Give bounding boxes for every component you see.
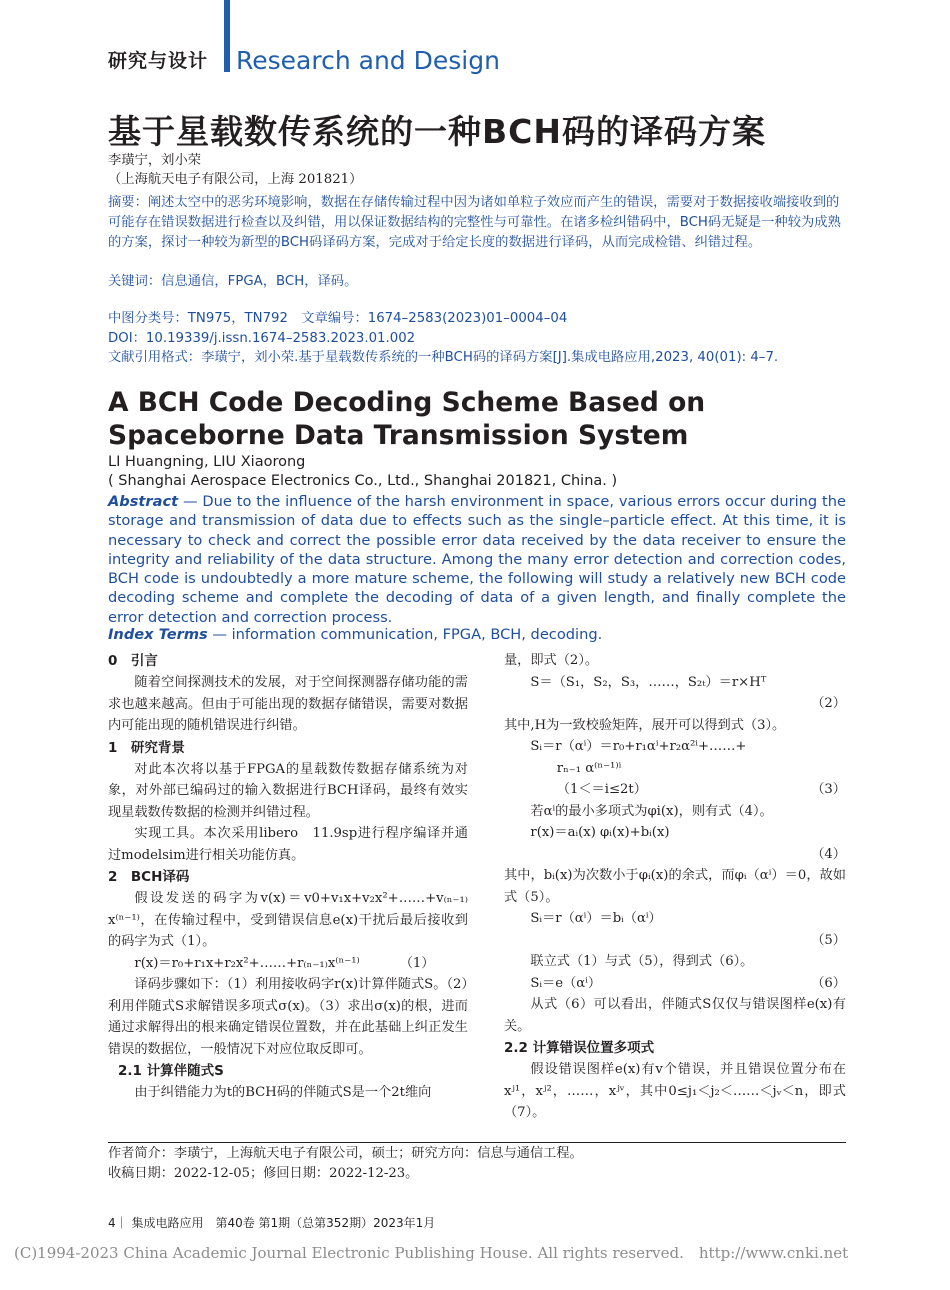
paragraph: 其中,H为一致校验矩阵，展开可以得到式（3）。 bbox=[504, 717, 786, 733]
author-intro: 作者简介：李璜宁，上海航天电子有限公司，硕士；研究方向：信息与通信工程。 bbox=[108, 1146, 583, 1161]
equation-3-line-2: rₙ₋₁ α⁽ⁿ⁻¹⁾ⁱ bbox=[556, 760, 622, 776]
abstract-en bbox=[108, 492, 846, 627]
citation-format: 文献引用格式：李璜宁，刘小荣.基于星载数传系统的一种BCH码的译码方案[J].集成电路应用,2023, 40(01): 4–7. bbox=[108, 350, 779, 365]
equation-1-number: （1） bbox=[399, 955, 435, 971]
index-terms bbox=[108, 626, 602, 643]
index-terms-label: Index Terms bbox=[108, 626, 208, 643]
classification-number: 中图分类号：TN975，TN792 文章编号：1674–2583(2023)01–0004–04 bbox=[108, 311, 568, 326]
abstract-en-text: — Due to the influence of the harsh environment in space, various errors occur during the storage and transmission of data due to effects such as the single–particle effect. At this time, it is necessary to check and correct the possible error data received by the data receiver to ensure the integrity and reliability of the data structure. Among the many error detection and correction codes, BCH code is undoubtedly a more mature scheme, the following will study a relatively new BCH code decoding scheme and complete the decoding of data of a given length, and finally complete the error detection and correction process. bbox=[108, 493, 846, 626]
author-note bbox=[108, 1144, 846, 1184]
section-heading-bch-decoding: 2 BCH译码 bbox=[108, 869, 190, 885]
subsection-heading-syndrome: 2.1 计算伴随式S bbox=[118, 1063, 224, 1079]
section-heading-background: 1 研究背景 bbox=[108, 739, 185, 756]
authors-cn: 李璜宁，刘小荣 bbox=[108, 153, 202, 168]
paragraph: 译码步骤如下：（1）利用接收码字r(x)计算伴随式S。（2）利用伴随式S求解错误多项式σ(x)。（3）求出σ(x)的根，进而通过求解得出的根来确定错误位置数，并在此基础上纠正发生错误的数据位，一般情况下对应位取反即可。 bbox=[108, 977, 468, 1057]
paragraph: 实现工具。本次采用libero 11.9sp进行程序编译并通过modelsim进行相关功能仿真。 bbox=[108, 826, 468, 863]
equation-1-body: r(x)＝r₀+r₁x+r₂x²+……+r₍ₙ₋₁₎x⁽ⁿ⁻¹⁾ bbox=[134, 955, 360, 971]
paragraph: 由于纠错能力为t的BCH码的伴随式S是一个2t维向 bbox=[134, 1085, 432, 1100]
body-left-column bbox=[108, 650, 468, 1104]
received-dates: 收稿日期：2022-12-05；修回日期：2022-12-23。 bbox=[108, 1166, 419, 1181]
column-label-en: Research and Design bbox=[236, 46, 500, 75]
paragraph: 假设错误图样e(x)有v个错误，并且错误位置分布在xʲ¹，xʲ²，……，xʲᵛ，其中0≤j₁＜j₂＜……＜jᵥ＜n，即式（7）。 bbox=[504, 1062, 846, 1120]
doi: DOI：10.19339/j.issn.1674–2583.2023.01.002 bbox=[108, 331, 416, 346]
paragraph: 若αⁱ的最小多项式为φi(x)，则有式（4）。 bbox=[530, 803, 773, 819]
authors-en: LI Huangning, LIU Xiaorong bbox=[108, 454, 306, 470]
equation-3-number: （3） bbox=[811, 782, 846, 797]
paper-title-cn: 基于星载数传系统的一种BCH码的译码方案 bbox=[108, 112, 766, 151]
cnki-watermark: (C)1994-2023 China Academic Journal Electronic Publishing House. All rights reserved. http://www.cnki.net bbox=[14, 1244, 849, 1262]
equation-4: r(x)＝aᵢ(x) φᵢ(x)+bᵢ(x) bbox=[530, 825, 670, 840]
equation-2-number: （2） bbox=[811, 696, 846, 711]
equation-6-number: （6） bbox=[811, 975, 846, 991]
abstract-cn: 摘要：阐述太空中的恶劣环境影响，数据在存储传输过程中因为诸如单粒子效应而产生的错误，需要对于数据接收端接收到的可能存在错误数据进行检查以及纠错，用以保证数据结构的完整性与可靠性。在诸多检纠错码中，BCH码无疑是一种较为成熟的方案，探讨一种较为新型的BCH码译码方案，完成对于给定长度的数据进行译码，从而完成检错、纠错过程。 bbox=[108, 195, 841, 250]
paragraph-continued: 量，即式（2）。 bbox=[504, 653, 599, 668]
paper-title-en: A BCH Code Decoding Scheme Based on Spaceborne Data Transmission System bbox=[108, 387, 706, 451]
header-divider-bar bbox=[224, 0, 230, 72]
paragraph: 联立式（1）与式（5），得到式（6）。 bbox=[530, 954, 754, 969]
paragraph: 对此本次将以基于FPGA的星载数传数据存储系统为对象，对外部已编码过的输入数据进行BCH译码，最终有效实现星载数传数据的检测并纠错过程。 bbox=[108, 761, 468, 820]
column-label-cn: 研究与设计 bbox=[108, 50, 209, 72]
section-heading-intro: 0 引言 bbox=[108, 653, 158, 669]
equation-3-line-1: Sᵢ＝r（αⁱ）＝r₀+r₁αⁱ+r₂α²ⁱ+……+ bbox=[530, 739, 747, 754]
equation-2: S＝（S₁，S₂，S₃，……，S₂ₜ）＝r×Hᵀ bbox=[530, 674, 767, 690]
equation-4-number: （4） bbox=[811, 846, 846, 862]
equation-5-number: （5） bbox=[811, 932, 846, 948]
paragraph: 随着空间探测技术的发展，对于空间探测器存储功能的需求也越来越高。但由于可能出现的数据存储错误，需要对数据内可能出现的随机错误进行纠错。 bbox=[108, 675, 468, 733]
affiliation-cn: （上海航天电子有限公司，上海 201821） bbox=[108, 172, 363, 187]
equation-3-condition: （1＜＝i≤2t） bbox=[556, 782, 647, 797]
paragraph: 其中，bᵢ(x)为次数小于φᵢ(x)的余式，而φᵢ（αⁱ）＝0，故如式（5）。 bbox=[504, 868, 846, 905]
affiliation-en: ( Shanghai Aerospace Electronics Co., Ltd., Shanghai 201821, China. ) bbox=[108, 473, 618, 489]
body-right-column bbox=[504, 650, 846, 1124]
equation-6-row bbox=[504, 973, 846, 995]
equation-6: Sᵢ＝e（αⁱ） bbox=[530, 975, 602, 991]
equation-1 bbox=[108, 953, 468, 975]
keywords-cn: 关键词：信息通信，FPGA，BCH，译码。 bbox=[108, 274, 358, 289]
equation-5: Sᵢ＝r（αⁱ）＝bᵢ（αⁱ） bbox=[530, 911, 662, 926]
abstract-en-label: Abstract bbox=[108, 493, 179, 510]
footnote-rule bbox=[108, 1142, 846, 1143]
paragraph: 假设发送的码字为v(x)＝v0+v₁x+v₂x²+……+v₍ₙ₋₁₎x⁽ⁿ⁻¹⁾，在传输过程中，受到错误信息e(x)干扰后最后接收到的码字为式（1）。 bbox=[108, 891, 468, 949]
paragraph: 从式（6）可以看出，伴随式S仅仅与错误图样e(x)有关。 bbox=[504, 997, 846, 1034]
page-footer: 4｜ 集成电路应用 第40卷 第1期（总第352期）2023年1月 bbox=[108, 1216, 436, 1230]
index-terms-text: — information communication, FPGA, BCH, decoding. bbox=[207, 626, 603, 643]
subsection-heading-error-locator: 2.2 计算错误位置多项式 bbox=[504, 1040, 655, 1056]
equation-3-condition-row bbox=[504, 779, 846, 801]
